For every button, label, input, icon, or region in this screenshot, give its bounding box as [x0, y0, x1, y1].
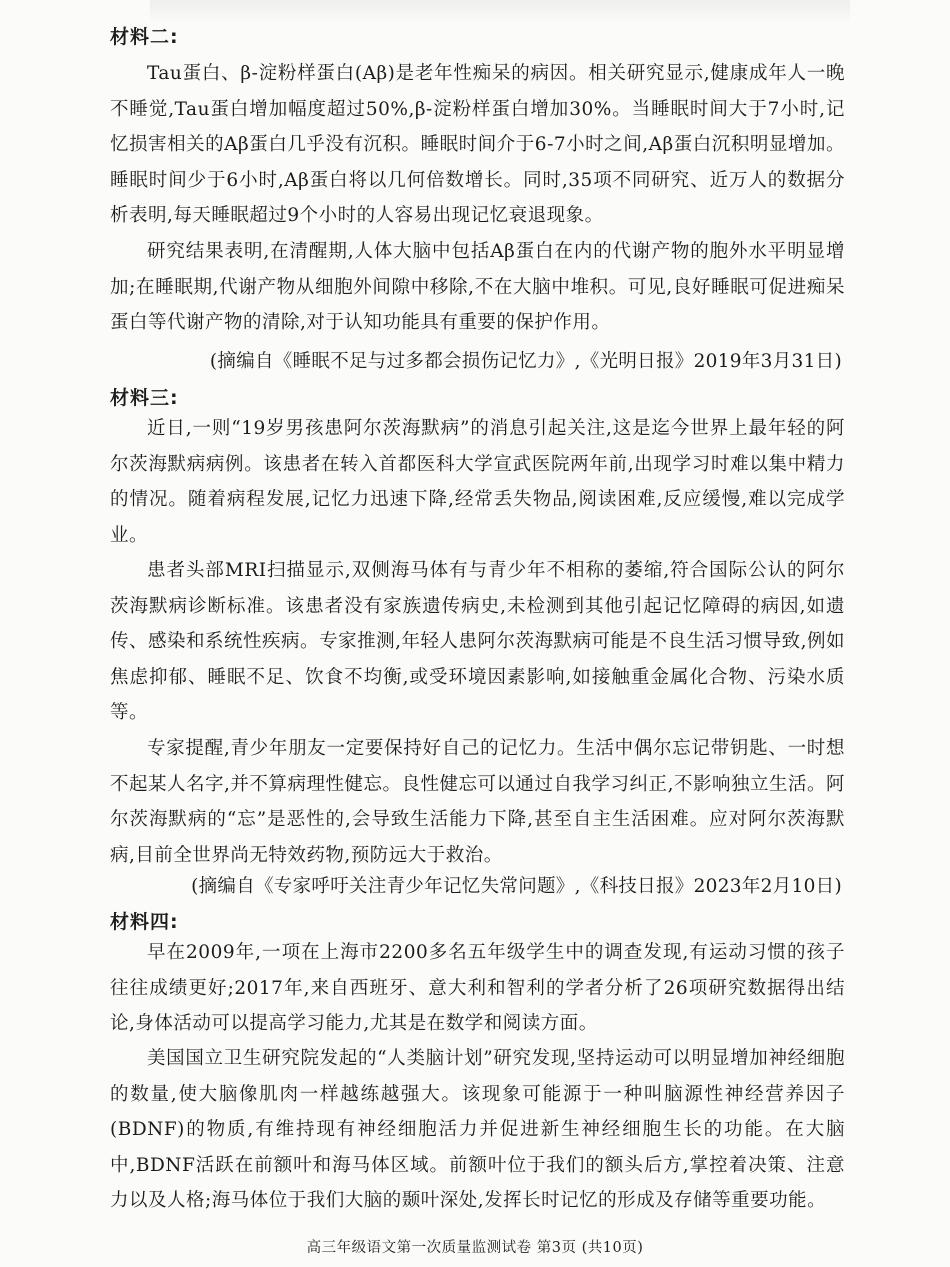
- material4-paragraph-2: 美国国立卫生研究院发起的“人类脑计划”研究发现,坚持运动可以明显增加神经细胞的数量,使大脑像肌肉一样越练越强大。该现象可能源于一种叫脑源性神经营养因子(BDNF)的物质,有维持现有神经细胞活力并促进新生神经细胞生长的功能。在大脑中,BDNF活跃在前额叶和海马体区域。前额叶位于我们的额头后方,掌控着决策、注意力以及人格;海马体位于我们大脑的颞叶深处,发挥长时记忆的形成及存储等重要功能。: [110, 1048, 845, 1212]
- material3-citation: (摘编自《专家呼吁关注青少年记忆失常问题》,《科技日报》2023年2月10日): [191, 876, 842, 897]
- page-footer: 高三年级语文第一次质量监测试卷 第3页 (共10页): [306, 1240, 644, 1256]
- material2-citation: (摘编自《睡眠不足与过多都会损伤记忆力》,《光明日报》2019年3月31日): [209, 351, 842, 372]
- material4-heading: 材料四:: [110, 911, 179, 933]
- material3-heading: 材料三:: [110, 387, 179, 409]
- material3-paragraph-3: 专家提醒,青少年朋友一定要保持好自己的记忆力。生活中偶尔忘记带钥匙、一时想不起某人名字,并不算病理性健忘。良性健忘可以通过自我学习纠正,不影响独立生活。阿尔茨海默病的“忘”是恶性的,会导致生活能力下降,甚至自主生活困难。应对阿尔茨海默病,目前全世界尚无特效药物,预防远大于救治。: [110, 738, 845, 866]
- bleed-through-shadow: [150, 0, 850, 24]
- material4-paragraph-1: 早在2009年,一项在上海市2200多名五年级学生中的调查发现,有运动习惯的孩子往往成绩更好;2017年,来自西班牙、意大利和智利的学者分析了26项研究数据得出结论,身体活动可以提高学习能力,尤其是在数学和阅读方面。: [110, 942, 845, 1035]
- material2-heading: 材料二:: [110, 26, 179, 48]
- material2-paragraph-2: 研究结果表明,在清醒期,人体大脑中包括Aβ蛋白在内的代谢产物的胞外水平明显增加;在睡眠期,代谢产物从细胞外间隙中移除,不在大脑中堆积。可见,良好睡眠可促进痴呆蛋白等代谢产物的清除,对于认知功能具有重要的保护作用。: [110, 241, 845, 334]
- material2-paragraph-1: Tau蛋白、β-淀粉样蛋白(Aβ)是老年性痴呆的病因。相关研究显示,健康成年人一晚不睡觉,Tau蛋白增加幅度超过50%,β-淀粉样蛋白增加30%。当睡眠时间大于7小时,记忆损害相关的Aβ蛋白几乎没有沉积。睡眠时间介于6-7小时之间,Aβ蛋白沉积明显增加。睡眠时间少于6小时,Aβ蛋白将以几何倍数增长。同时,35项不同研究、近万人的数据分析表明,每天睡眠超过9个小时的人容易出现记忆衰退现象。: [110, 63, 845, 227]
- material3-paragraph-2: 患者头部MRI扫描显示,双侧海马体有与青少年不相称的萎缩,符合国际公认的阿尔茨海默病诊断标准。该患者没有家族遗传病史,未检测到其他引起记忆障碍的病因,如遗传、感染和系统性疾病。专家推测,年轻人患阿尔茨海默病可能是不良生活习惯导致,例如焦虑抑郁、睡眠不足、饮食不均衡,或受环境因素影响,如接触重金属化合物、污染水质等。: [110, 560, 845, 724]
- material3-paragraph-1: 近日,一则“19岁男孩患阿尔茨海默病”的消息引起关注,这是迄今世界上最年轻的阿尔茨海默病病例。该患者在转入首都医科大学宣武医院两年前,出现学习时难以集中精力的情况。随着病程发展,记忆力迅速下降,经常丢失物品,阅读困难,反应缓慢,难以完成学业。: [110, 418, 845, 546]
